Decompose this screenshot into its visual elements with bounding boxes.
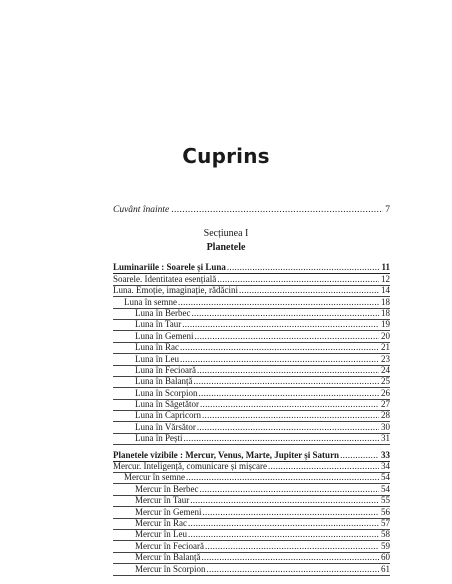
toc-entry[interactable]	[113, 274, 390, 285]
toc-entry-title: Luminariile : Soarele și Luna	[113, 262, 226, 273]
toc-entry-title: Luna în Pești	[135, 433, 183, 444]
toc-entry-title: Luna în Fecioară	[135, 364, 196, 375]
dot-leader	[190, 495, 379, 506]
toc-entry-title: Mercur în Balanță	[135, 552, 201, 563]
dot-leader	[201, 552, 379, 563]
toc-entry-page: 27	[381, 399, 390, 410]
toc-entry[interactable]	[113, 434, 390, 445]
toc-entry-page: 19	[381, 319, 390, 330]
toc-entry[interactable]	[113, 519, 390, 530]
toc-entry-page: 54	[381, 483, 390, 494]
dot-leader	[197, 422, 379, 433]
toc-entry[interactable]	[113, 354, 390, 365]
dot-leader	[193, 376, 379, 387]
toc-entry-title: Mercur în semne	[124, 472, 185, 483]
toc-entry-page: 21	[381, 342, 390, 353]
toc-entry-page: 57	[381, 517, 390, 528]
toc-entry[interactable]	[113, 297, 390, 308]
dot-leader	[180, 354, 379, 365]
toc-entry-page: 12	[381, 273, 390, 284]
toc-entry-page: 61	[381, 563, 390, 574]
section-title: Planetele	[206, 242, 246, 253]
toc-entry-page: 58	[381, 529, 390, 540]
toc-entry[interactable]	[113, 377, 390, 388]
dot-leader	[217, 274, 379, 285]
dot-leader	[178, 297, 379, 308]
toc-entry-title: Luna în Taur	[135, 319, 182, 330]
toc-entry-title: Mercur în Leu	[135, 529, 187, 540]
toc-entry-page: 11	[381, 262, 390, 273]
dot-leader	[202, 410, 379, 421]
toc-entry[interactable]	[113, 541, 390, 552]
toc-entry-title: Luna în Gemeni	[135, 330, 194, 341]
table-of-contents	[113, 263, 390, 576]
toc-entry-page: 34	[381, 461, 390, 472]
toc-entry[interactable]	[113, 530, 390, 541]
toc-entry[interactable]	[113, 343, 390, 354]
dot-leader	[188, 529, 379, 540]
toc-entry-page: 14	[381, 285, 390, 296]
toc-entry[interactable]	[113, 331, 390, 342]
toc-entry-page: 59	[381, 540, 390, 551]
dot-leader	[205, 541, 379, 552]
toc-entry-title: Mercur în Gemeni	[135, 506, 202, 517]
toc-entry-title: Luna în Leu	[135, 353, 179, 364]
toc-entry[interactable]	[113, 366, 390, 377]
toc-entry-title: Mercur. Inteligență, comunicare și mișcare	[113, 461, 267, 472]
toc-preface-row[interactable]	[113, 205, 390, 215]
toc-entry[interactable]	[113, 462, 390, 473]
toc-entry[interactable]	[113, 422, 390, 433]
toc-entry-title: Luna în semne	[124, 296, 177, 307]
toc-entry-page: 55	[381, 495, 390, 506]
toc-entry[interactable]	[113, 263, 390, 274]
dot-leader	[202, 507, 379, 518]
toc-entry-title: Luna în Scorpion	[135, 387, 198, 398]
toc-entry-page: 31	[381, 433, 390, 444]
toc-entry-title: Luna în Berbec	[135, 307, 191, 318]
toc-entry-title: Luna în Capricorn	[135, 410, 201, 421]
toc-entry-page: 56	[381, 506, 390, 517]
toc-entry-title: Luna în Vărsător	[135, 421, 196, 432]
toc-entry[interactable]	[113, 564, 390, 575]
toc-preface-label: Cuvânt înainte	[113, 205, 170, 215]
toc-entry[interactable]	[113, 473, 390, 484]
toc-entry[interactable]	[113, 450, 390, 461]
dot-leader	[268, 461, 379, 472]
toc-entry-page: 24	[381, 364, 390, 375]
toc-entry-page: 20	[381, 330, 390, 341]
toc-entry-title: Mercur în Scorpion	[135, 563, 206, 574]
toc-entry-title: Luna în Rac	[135, 342, 179, 353]
dot-leader	[191, 308, 379, 319]
dot-leader	[199, 484, 379, 495]
toc-entry-page: 30	[381, 421, 390, 432]
toc-entry-title: Mercur în Berbec	[135, 483, 199, 494]
dot-leader	[184, 433, 380, 444]
toc-entry-page: 23	[381, 353, 390, 364]
toc-entry-title: Luna în Balanță	[135, 376, 193, 387]
toc-entry-title: Mercur în Rac	[135, 517, 187, 528]
dot-leader	[200, 399, 379, 410]
dot-leader	[171, 205, 383, 215]
dot-leader	[194, 331, 379, 342]
dot-leader	[180, 342, 379, 353]
toc-entry-page: 54	[381, 472, 390, 483]
toc-entry-title: Mercur în Taur	[135, 495, 190, 506]
toc-entry-page: 28	[381, 410, 390, 421]
toc-entry-page: 60	[381, 552, 390, 563]
toc-entry[interactable]	[113, 507, 390, 518]
toc-entry-page: 33	[381, 449, 390, 460]
dot-leader	[182, 319, 379, 330]
toc-entry[interactable]	[113, 484, 390, 495]
toc-entry-title: Soarele. Identitatea esențială	[113, 273, 217, 284]
dot-leader	[340, 450, 379, 461]
toc-entry[interactable]	[113, 496, 390, 507]
toc-entry-page: 25	[381, 376, 390, 387]
dot-leader	[199, 388, 380, 399]
toc-entry-title: Planetele vizibile : Mercur, Venus, Marte, Jupiter și Saturn	[113, 449, 340, 460]
toc-entry[interactable]	[113, 309, 390, 320]
toc-entry[interactable]	[113, 388, 390, 399]
toc-entry-page: 18	[381, 307, 390, 318]
toc-entry-title: Luna în Săgetător	[135, 399, 199, 410]
dot-leader	[188, 518, 379, 529]
section-number: Secțiunea I	[203, 228, 249, 239]
toc-entry-title: Mercur în Fecioară	[135, 540, 204, 551]
toc-entry-page: 18	[381, 296, 390, 307]
page-title: Cuprins	[182, 144, 270, 168]
toc-entry[interactable]	[113, 411, 390, 422]
dot-leader	[227, 262, 379, 273]
toc-entry[interactable]	[113, 400, 390, 411]
dot-leader	[239, 285, 379, 296]
dot-leader	[197, 365, 379, 376]
dot-leader	[186, 472, 379, 483]
toc-entry-page: 26	[381, 387, 390, 398]
dot-leader	[206, 564, 379, 575]
toc-entry[interactable]	[113, 553, 390, 564]
toc-entry[interactable]	[113, 320, 390, 331]
toc-entry[interactable]	[113, 286, 390, 297]
toc-preface-page: 7	[385, 205, 390, 215]
toc-entry-title: Luna. Emoție, imaginație, rădăcini	[113, 285, 238, 296]
